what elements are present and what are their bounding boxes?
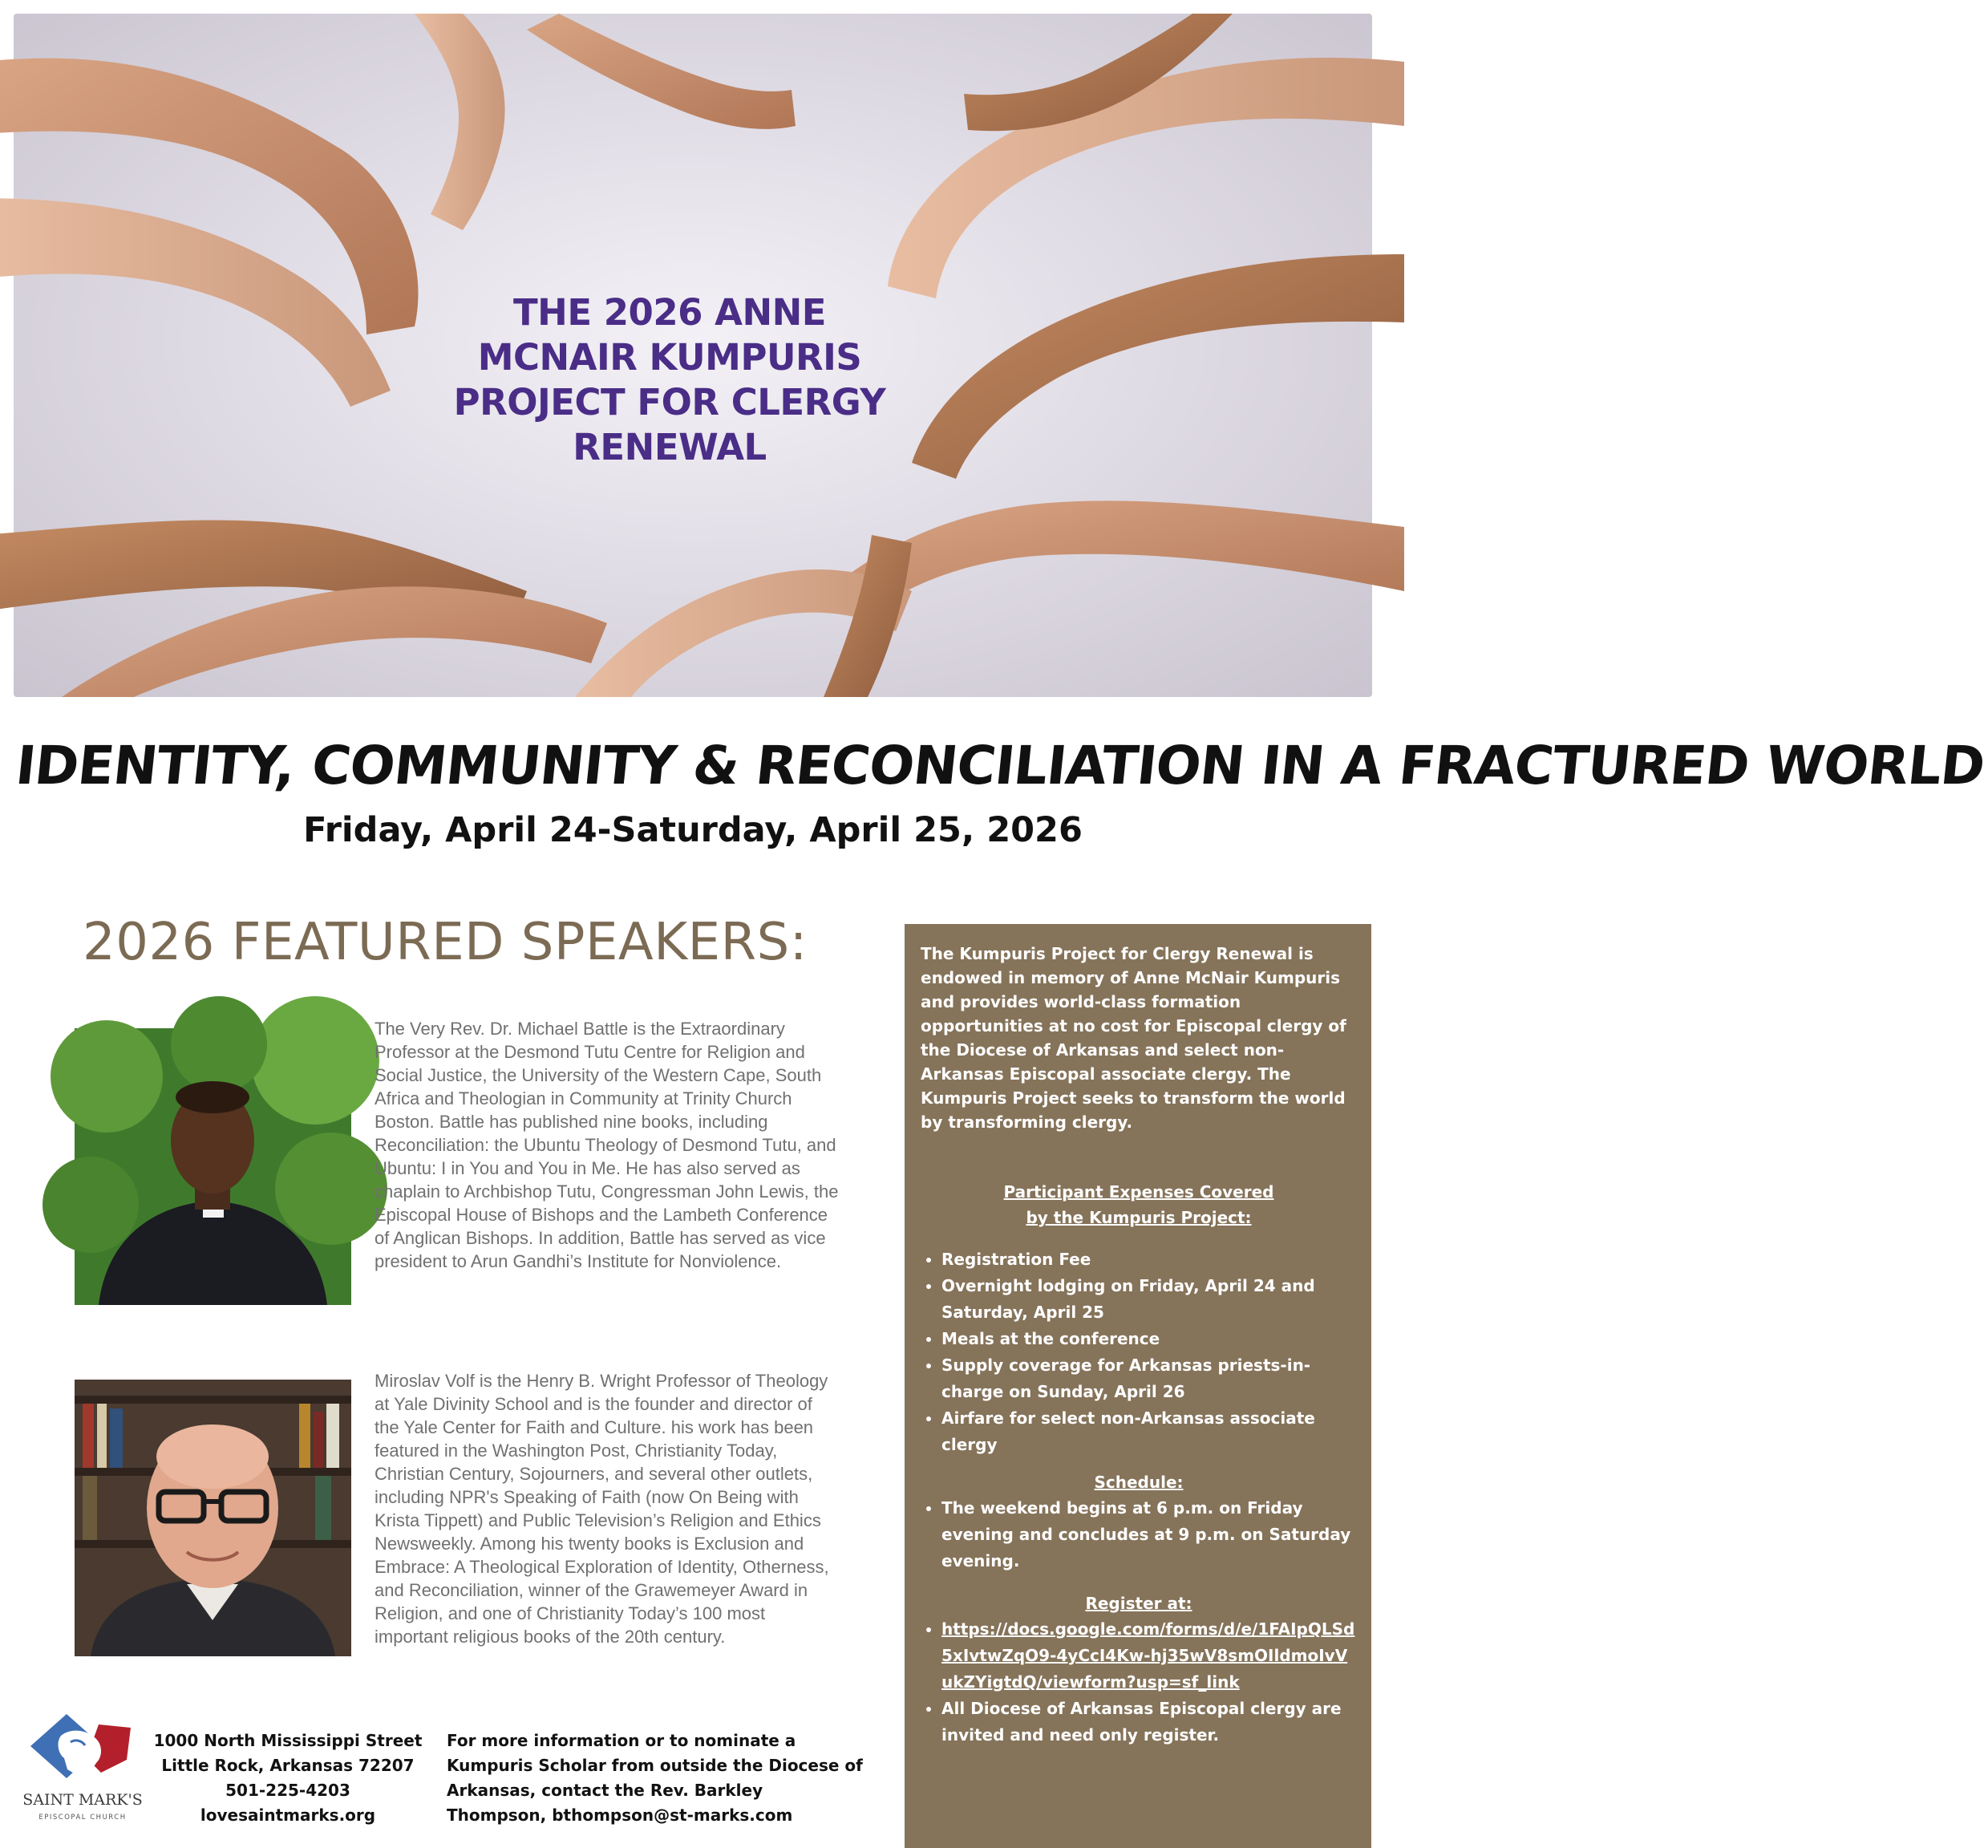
church-logo (22, 1710, 143, 1830)
list-item: • Registration Fee (941, 1246, 1357, 1273)
list-item: • Supply coverage for Arkansas priests-in-charge on Sunday, April 26 (941, 1352, 1357, 1405)
more-info-text: For more information or to nominate a Kumpuris Scholar from outside the Diocese of Arkansas, contact the Rev. Barkley Thompson, bthompson@st-marks.com (447, 1731, 863, 1825)
speaker-portrait-volf (75, 1380, 351, 1656)
list-item (941, 1616, 1357, 1696)
list-item: • Meals at the conference (941, 1326, 1357, 1352)
sidebar-intro: The Kumpuris Project for Clergy Renewal is endowed in memory of Anne McNair Kumpuris and provides world-class formation opportunities at no cost for Episcopal clergy of the Diocese of Arkansas and select non-Arkansas Episcopal associate clergy. The Kumpuris Project seeks to transform the world by transforming clergy. (921, 944, 1346, 1132)
register-link[interactable]: https://docs.google.com/forms/d/e/1FAIpQLSd5xIvtwZqO9-4yCcI4Kw-hj35wV8smOIldmoIvVukZYigtdQ/viewform?usp=sf_link (941, 1619, 1355, 1692)
event-dates: Friday, April 24-Saturday, April 25, 2026 (303, 810, 1083, 850)
church-address (149, 1728, 427, 1828)
lion-shield-icon (22, 1710, 143, 1830)
logo-name: SAINT MARK'S (22, 1791, 143, 1809)
list-item: • All Diocese of Arkansas Episcopal clergy are invited and need only register. (941, 1696, 1357, 1749)
expenses-heading-line: Participant Expenses Covered (1003, 1182, 1274, 1202)
expenses-list (921, 1246, 1357, 1458)
list-item: • Overnight lodging on Friday, April 24 and Saturday, April 25 (941, 1273, 1357, 1326)
logo-subtitle: EPISCOPAL CHURCH (38, 1814, 127, 1822)
speaker-portrait-battle (75, 1028, 351, 1305)
address-phone[interactable]: 501-225-4203 (225, 1781, 350, 1800)
list-item: • Airfare for select non-Arkansas associate clergy (941, 1405, 1357, 1458)
info-sidebar (905, 924, 1371, 1848)
hero-title-line: MCNAIR KUMPURIS (477, 336, 862, 379)
hero-title-line: RENEWAL (573, 426, 767, 468)
event-headline: IDENTITY, COMMUNITY & RECONCILIATION IN A FRACTURED WORLD (13, 735, 1988, 796)
schedule-list (921, 1495, 1357, 1574)
register-heading: Register at: (1085, 1594, 1192, 1613)
address-city: Little Rock, Arkansas 72207 (161, 1756, 415, 1775)
speaker-bio-volf: Miroslav Volf is the Henry B. Wright Professor of Theology at Yale Divinity School and is the founder and director of the Yale Center for Faith and Culture. his work has been featured in the Washington Post, Christianity Today, Christian Century, Sojourners, and several other outlets, including NPR's Speaking of Faith (now On Being with Krista Tippett) and Public Television’s Religion and Ethics Newsweekly. Among his twenty books is Exclusion and Embrace: A Theological Exploration of Identity, Otherness, and Reconciliation, winner of the Grawemeyer Award in Religion, and one of Christianity Today’s 100 most important religious books of the 20th century. (375, 1371, 829, 1647)
schedule-heading: Schedule: (1094, 1473, 1184, 1492)
address-street: 1000 North Mississippi Street (153, 1731, 423, 1750)
hero-title-line: PROJECT FOR CLERGY (453, 381, 886, 424)
speaker-bio-battle: The Very Rev. Dr. Michael Battle is the Extraordinary Professor at the Desmond Tutu Centre for Religion and Social Justice, the University of the Western Cape, South Africa and Theologian in Community at Trinity Church Boston. Battle has published nine books, including Reconciliation: the Ubuntu Theology of Desmond Tutu, and Ubuntu: I in You and You in Me. He has also served as chaplain to Archbishop Tutu, Congressman John Lewis, the Episcopal House of Bishops and the Lambeth Conference of Anglican Bishops. In addition, Battle has served as vice president to Arun Gandhi’s Institute for Nonviolence. (375, 1019, 839, 1271)
hero-banner (14, 14, 1372, 697)
address-website[interactable]: lovesaintmarks.org (200, 1805, 376, 1825)
speakers-heading: 2026 FEATURED SPEAKERS: (83, 913, 808, 972)
expenses-heading (921, 1179, 1357, 1230)
hero-title-line: THE 2026 ANNE (512, 291, 827, 334)
speaker-photo-battle (75, 1028, 351, 1305)
register-list (921, 1616, 1357, 1749)
speaker-photo-volf (75, 1380, 351, 1656)
hero-title (415, 290, 925, 470)
expenses-heading-line: by the Kumpuris Project: (1026, 1208, 1252, 1227)
list-item: • The weekend begins at 6 p.m. on Friday evening and concludes at 9 p.m. on Saturday evening. (941, 1495, 1357, 1574)
